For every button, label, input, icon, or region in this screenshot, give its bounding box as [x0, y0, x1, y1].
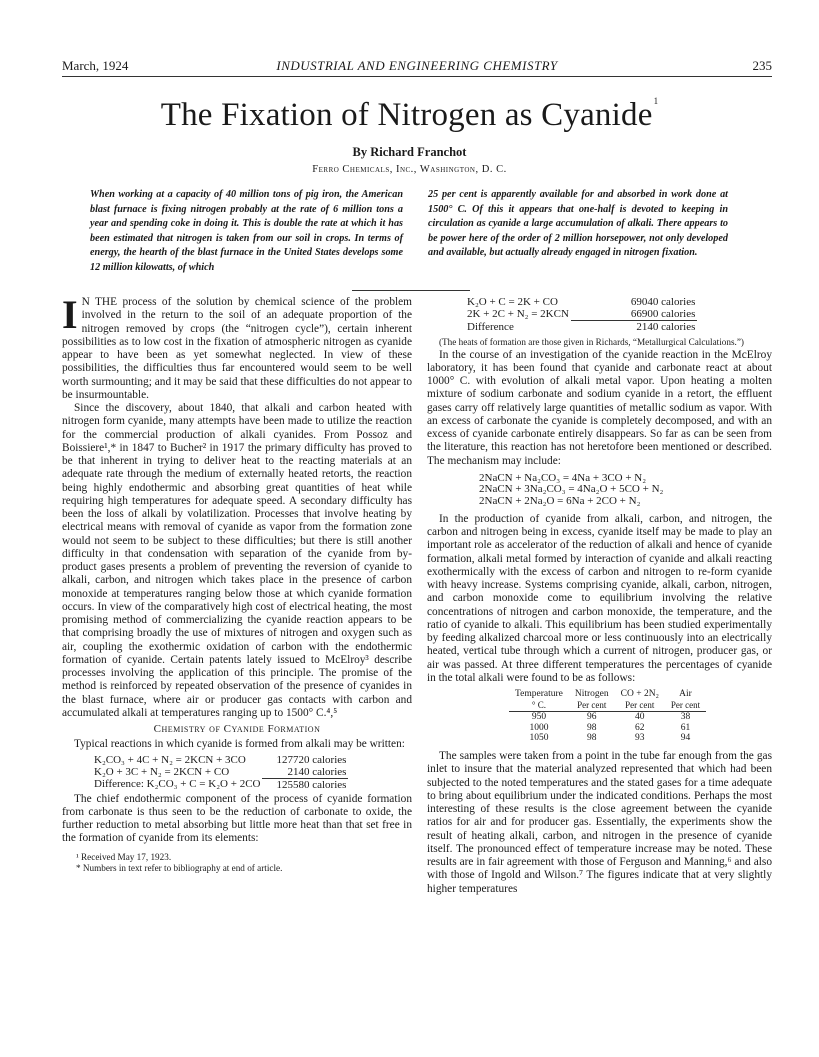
- heat-table: [465, 296, 697, 333]
- issue-date: March, 1924: [62, 58, 129, 73]
- column-header: Nitrogen: [574, 689, 609, 700]
- reaction-calories: 125580 calories: [276, 778, 347, 791]
- column-unit: Per cent: [615, 700, 665, 711]
- reaction-calories: 127720 calories: [276, 753, 347, 766]
- table-cell: 62: [635, 722, 645, 733]
- abstract-right: 25 per cent is apparently available for and absorbed in work done at 1500° C. Of this it appears that one-half is devoted to keeping in circulation as cyanide a large accumulation of alkali. There appears to be power here of the order of 2 million horsepower, not only developed and available, but actually already engaged in nitrogen fixation.: [428, 189, 728, 259]
- footnotes: [62, 852, 412, 874]
- heat-equation: Difference: [467, 320, 514, 333]
- table-cell: 1000: [529, 722, 549, 733]
- table-row: [509, 711, 706, 722]
- reaction-row: [92, 754, 348, 766]
- table-cell: 93: [635, 733, 645, 744]
- table-cell: 98: [587, 722, 597, 733]
- mechanism-equation: 2NaCN + 3Na₂CO₃ = 4Na₂O + 5CO + N₂: [479, 483, 664, 496]
- affiliation: Ferro Chemicals, Inc., Washington, D. C.: [312, 164, 507, 175]
- intro-paragraph: [62, 292, 412, 402]
- table-cell: 94: [680, 733, 691, 744]
- table-row: [509, 723, 706, 734]
- heat-calories: 66900 calories: [571, 308, 697, 321]
- table-cell: 61: [680, 722, 691, 733]
- drop-cap: I: [62, 292, 78, 337]
- table-cell: 96: [587, 711, 597, 722]
- reaction-equation: K₂CO₃ + 4C + N₂ = 2KCN + 3CO: [94, 753, 246, 766]
- investigation-paragraph: In the course of an investigation of the cyanide reaction in the McElroy laboratory, it has been found that cyanide and carbonate react at about 1000° C. with evolution of alkali metal vapor. Upon heating a molten mixture of sodium carbonate and sodium cyanide in a retort, the effluent gases carry off relatively large quantities of metallic sodium as vapor. With an excess of carbonate the cyanide is completely decomposed, and with an excess of cyanide carbonate entirely disappears. So far as can be seen from the literature, this reaction has not heretofore been mentioned or described. The mechanism may include:: [427, 348, 772, 467]
- table-cell: 38: [680, 711, 691, 722]
- samples-paragraph: The samples were taken from a point in the tube far enough from the gas inlet to insure that the material analyzed represented that which had been subjected to the noted temperatures and the stated gases for a time adequate to bring about equilibrium under the indicated conditions. Perhaps the most interesting of these results is the close agreement between the cyanide ratios for air and for producer gas. Essentially, the experiments show the result of heating alkali, carbon, and nitrogen in the presence of cyanide itself. The pronounced effect of temperature increase may be noted. These results are in fair agreement with those of Ferguson and Manning,⁶ and also with those of Ingold and Wilson.⁷ The figures indicate that at very slightly higher temperatures: [427, 750, 772, 895]
- right-column: [427, 296, 772, 896]
- column-unit: ° C.: [509, 700, 569, 711]
- left-column: [62, 292, 412, 874]
- mechanism-equations: [479, 473, 772, 507]
- history-paragraph: Since the discovery, about 1840, that alkali and carbon heated with nitrogen form cyanide, many attempts have been made to utilize the reaction for the commercial production of alkali cyanides. From Possoz and Boissiere¹,* in 1847 to Bucher² in 1917 the primary difficulty has proved to be that inherent in trying to deliver heat to the reacting materials at an adequate rate through the medium of externally heated retorts, the reaction being highly endothermic and absorbing great quantities of heat while requiring high temperatures for adequate speed. A secondary difficulty has been the loss of alkali by volatilization. Processes that involve heating by electrical means with removal of cyanide as vapor from the formation zone would not seem to be subject to these difficulties; but there is still another difficulty in that condensation with separation of the cyanide from by-product gases presents a problem of preventing the reversion of cyanide to alkali, carbon, and nitrogen which takes place in the presence of carbon monoxide at temperatures ranging below those at which cyanide formation occurs. In view of the comparatively high cost of electrical heating, the most promising method of commercializing the cyanide reaction appears to be that comprising broadly the use of mixtures of nitrogen and oxygen such as air, coupling the exothermic oxidation of carbon with the endothermic formation of cyanide. Certain patents lately issued to McElroy³ describe processes involving the application of this principle. The promise of the method is reinforced by repeated observation of the presence of cyanides in the blast furnace, where air or producer gas contacts with carbon and accumulated alkali at temperatures ranging up to 1500° C.⁴,⁵: [62, 402, 412, 719]
- heat-row: [465, 296, 697, 308]
- reaction-table: [92, 754, 348, 791]
- table-cell: 1050: [529, 733, 549, 744]
- column-unit: Per cent: [569, 700, 615, 711]
- table-row: [509, 733, 706, 744]
- running-head: [62, 58, 772, 77]
- heats-source-note: (The heats of formation are those given in Richards, “Metallurgical Calculations.”): [439, 337, 744, 347]
- endothermic-paragraph: The chief endothermic component of the process of cyanide formation from carbonate is thus seen to be the reduction of carbonate to oxide, the further reduction to metal absorbing but little more heat than that set free in the formation of cyanide from its elements:: [62, 792, 412, 845]
- heat-row: [465, 308, 697, 321]
- reactions-intro: Typical reactions in which cyanide is formed from alkali may be written:: [74, 738, 405, 751]
- mechanism-equation: 2NaCN + Na₂CO₃ = 4Na + 3CO + N₂: [479, 471, 647, 484]
- title-text: The Fixation of Nitrogen as Cyanide: [160, 97, 653, 133]
- section-heading: Chemistry of Cyanide Formation: [153, 723, 321, 735]
- heat-equation: 2K + 2C + N₂ = 2KCN: [467, 308, 569, 321]
- table-cell: 950: [531, 711, 547, 722]
- heat-row: [465, 321, 697, 334]
- column-unit: Per cent: [665, 700, 706, 711]
- equilibrium-table: [509, 689, 706, 744]
- heat-equation: K₂O + C = 2K + CO: [467, 296, 558, 308]
- reaction-calories: 2140 calories: [262, 766, 348, 779]
- mechanism-equation: 2NaCN + 2Na₂O = 6Na + 2CO + N₂: [479, 494, 641, 507]
- intro-text: N THE process of the solution by chemical science of the problem involved in the return to the soil of an adequate proportion of the nitrogen removed by crops (the “nitrogen cycle”), certain inherent possibilities as to low cost in the fixation of atmospheric nitrogen as cyanide appear to have been as yet somewhat neglected. In view of these possibilities, the difficulties thus far encountered would seem to be well worth surmounting; and it may be said that these difficulties do not appear to be insurmountable.: [62, 296, 412, 401]
- heat-calories: 69040 calories: [630, 296, 696, 308]
- reaction-row: [92, 778, 348, 791]
- table-cell: 40: [635, 711, 645, 722]
- column-header: CO + 2N₂: [620, 689, 659, 700]
- page-number: 235: [752, 58, 772, 73]
- article-title: [0, 97, 819, 134]
- equilibrium-paragraph: In the production of cyanide from alkali, carbon, and nitrogen, the carbon and nitrogen being in excess, cyanide itself may be made to play an important role as accelerator of the reduction of alkali and hence of cyanide formation, alkali metal formed by interaction of cyanide and alkali reacting exothermically with the excess of carbon and nitrogen to re-form cyanide with heavy increase. Systems comprising cyanide, alkali, carbon, nitrogen, and carbon monoxide come to equilibrium involving the relative concentrations of nitrogen and carbon monoxide, the temperature, and the ratio of cyanide to alkali. This equilibrium has been studied experimentally by feeding alkalized charcoal more or less continuously into an electrically heated, vertical tube through which a current of nitrogen, producer gas, or air was passed. At three different temperatures the percentages of cyanide in the total alkali were found to be as follows:: [427, 512, 772, 684]
- table-header-row: [509, 689, 706, 700]
- author-byline: By Richard Franchot: [352, 145, 467, 159]
- reaction-equation: K₂O + 3C + N₂ = 2KCN + CO: [94, 765, 230, 778]
- footnote: * Numbers in text refer to bibliography at end of article.: [76, 862, 283, 873]
- column-header: Air: [679, 689, 692, 700]
- table-unit-row: [509, 700, 706, 711]
- journal-name: INDUSTRIAL AND ENGINEERING CHEMISTRY: [276, 58, 558, 73]
- reaction-row: [92, 766, 348, 779]
- column-header: Temperature: [515, 689, 563, 700]
- heat-calories: 2140 calories: [636, 321, 696, 333]
- footnote: ¹ Received May 17, 1923.: [76, 851, 172, 862]
- title-footnote-mark: 1: [653, 96, 659, 106]
- table-cell: 98: [587, 733, 597, 744]
- abstract-left: When working at a capacity of 40 million tons of pig iron, the American blast furnace is fixing nitrogen probably at the rate of 6 million tons a year and spending coke in doing it. This is double the rate at which it has been estimated that nitrogen is taken from our soil in crops. In terms of energy, the hearth of the blast furnace in the United States develops some 12 million kilowatts, of which: [90, 189, 403, 273]
- abstract-divider: [352, 290, 470, 291]
- reaction-equation: Difference: K₂CO₃ + C = K₂O + 2CO: [94, 778, 261, 791]
